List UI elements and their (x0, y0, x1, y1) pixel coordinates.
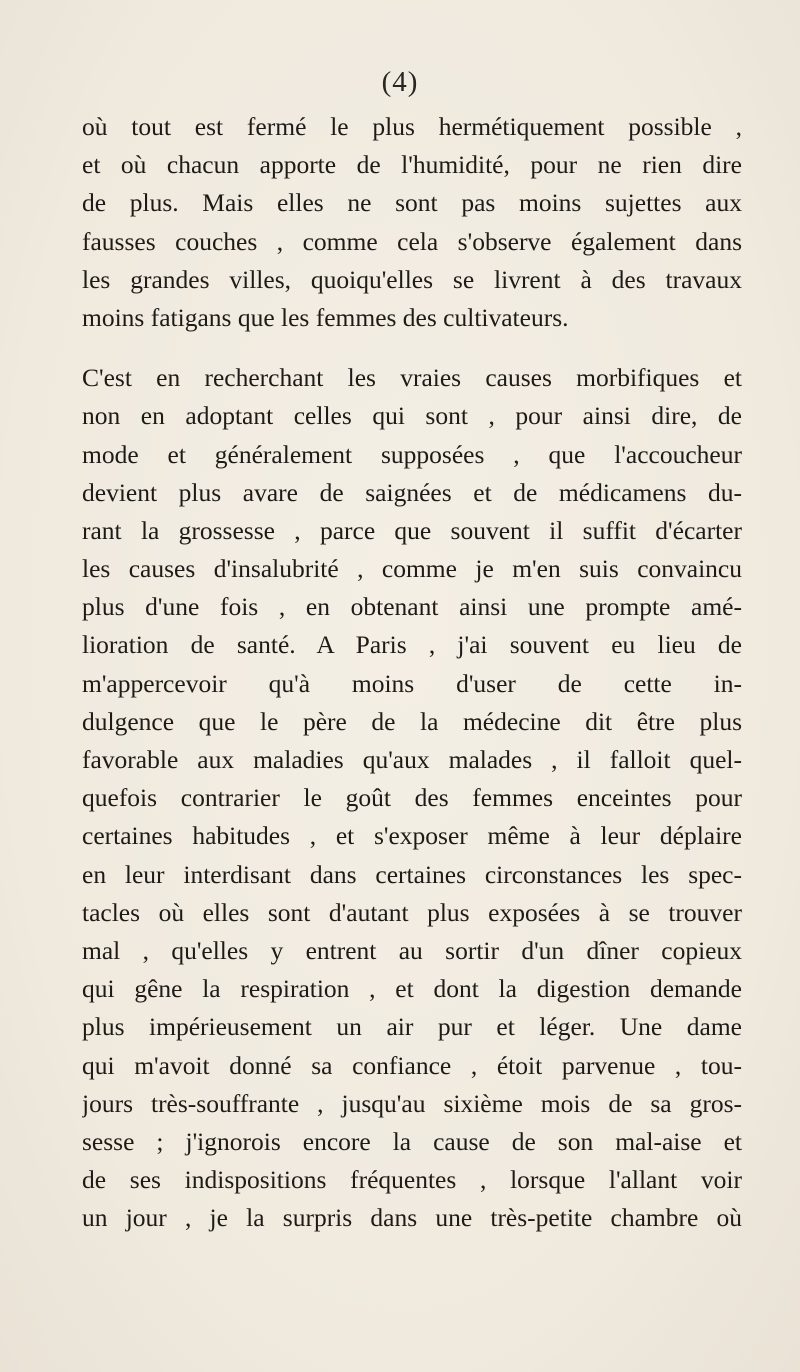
text-line: certaines habitudes , et s'exposer même à leur déplaire (82, 821, 742, 851)
text-line: où tout est fermé le plus hermétiquement possible , (82, 112, 742, 141)
text-line: m'appercevoir qu'à moins d'user de cette in- (82, 668, 742, 698)
text-line: qui m'avoit donné sa confiance , étoit parvenue , tou- (82, 1050, 742, 1080)
paragraph-2 (82, 359, 742, 1237)
text-line: les causes d'insalubrité , comme je m'en suis convaincu (82, 554, 742, 584)
body-text (82, 108, 742, 1237)
text-line: qui gêne la respiration , et dont la digestion demande (82, 974, 742, 1004)
text-line: les grandes villes, quoiqu'elles se livrent à des travaux (82, 264, 742, 294)
text-line: non en adoptant celles qui sont , pour ainsi dire, de (82, 401, 742, 431)
text-line: et où chacun apporte de l'humidité, pour ne rien dire (82, 150, 742, 180)
paragraph-gap (82, 337, 742, 359)
text-line: jours très-souffrante , jusqu'au sixième mois de sa gros- (82, 1088, 742, 1118)
text-line: quefois contrarier le goût des femmes enceintes pour (82, 783, 742, 813)
page-number: (4) (381, 66, 419, 98)
text-line: favorable aux maladies qu'aux malades , il falloit quel- (82, 745, 742, 774)
text-line: rant la grossesse , parce que souvent il suffit d'écarter (82, 515, 742, 545)
text-line: dulgence que le père de la médecine dit être plus (82, 706, 742, 736)
text-line: C'est en recherchant les vraies causes morbifiques et (82, 363, 742, 393)
text-line: un jour , je la surpris dans une très-petite chambre où (82, 1203, 742, 1233)
text-line: plus impérieusement un air pur et léger. Une dame (82, 1012, 742, 1042)
text-line: lioration de santé. A Paris , j'ai souvent eu lieu de (82, 630, 742, 660)
text-line: moins fatigans que les femmes des cultivateurs. (82, 302, 569, 332)
text-line: mal , qu'elles y entrent au sortir d'un dîner copieux (82, 935, 742, 965)
text-line: devient plus avare de saignées et de médicamens du- (82, 477, 742, 507)
text-line: sesse ; j'ignorois encore la cause de son mal-aise et (82, 1126, 742, 1156)
text-line: de plus. Mais elles ne sont pas moins sujettes aux (82, 188, 742, 218)
text-line: mode et généralement supposées , que l'accoucheur (82, 439, 742, 469)
text-line: fausses couches , comme cela s'observe également dans (82, 226, 742, 256)
text-line: en leur interdisant dans certaines circonstances les spec- (82, 859, 742, 889)
text-line: plus d'une fois , en obtenant ainsi une prompte amé- (82, 592, 742, 622)
text-line: tacles où elles sont d'autant plus exposées à se trouver (82, 897, 742, 927)
text-line: de ses indispositions fréquentes , lorsque l'allant voir (82, 1165, 742, 1195)
paragraph-1 (82, 108, 742, 337)
